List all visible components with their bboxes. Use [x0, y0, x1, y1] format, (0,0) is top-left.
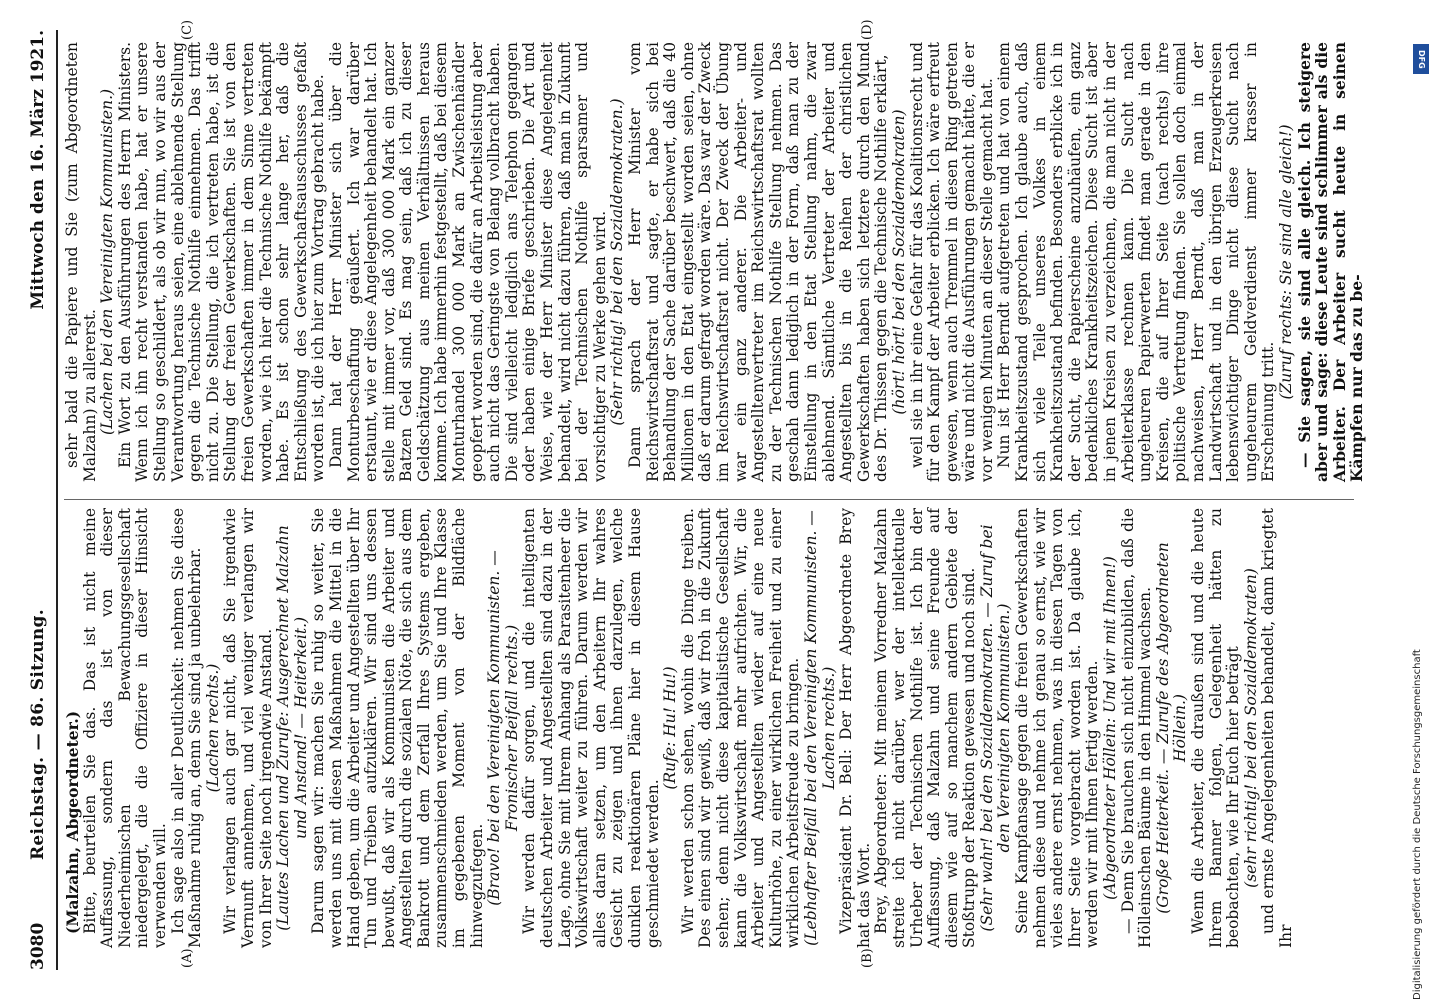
right-text-column [63, 42, 1367, 482]
paragraph: (Rufe: Hu! Hu!) [661, 666, 680, 790]
paragraph: Dann sprach der Herr Minister vom Reichswirtschaftsrat und sagte, er habe sich bei Behandlung der Sache darüber beschwert, daß die 40 Millionen in den Etat eingestellt worden seien, ohne daß er darum gefragt worden wäre. Das war der Zweck im Reichswirtschaftsrat nicht. Der Zweck der Übung war ein ganz anderer. Die Arbeiter- und Angestelltenvertreter im Reichswirtschaftsrat wollten zu der Technischen Nothilfe Stellung nehmen. Das geschah dann lediglich in der Form, daß man zu der Einstellung in den Etat Stellung nahm, die zwar ablehnend. Sämtliche Vertreter der Arbeiter und Angestellten bis in die Reihen der christlichen Gewerkschaften haben sich letztere durch den Mund des Dr. Thissen gegen die Technische Nothilfe erklärt, [626, 42, 891, 482]
paragraph: (sehr richtig! bei den Sozialdemokraten) [1241, 568, 1260, 888]
paragraph: (Lachen rechts.) [203, 663, 222, 793]
paragraph: (Malzahn, Abgeordneter.) [63, 710, 82, 934]
paragraph: und ernste Angelegenheiten behandelt, dann kriegtet Ihr [1259, 508, 1295, 948]
paragraph: Bitte, beurteilen Sie das. Das ist nicht meine Auffassung, sondern das ist von dieser Niederheimischen Bewachungsgesellschaft niedergelegt, die die Offiziere in dieser Hinsicht verwenden will. [80, 508, 169, 948]
paragraph: (Sehr wahr! bei den Sozialdemokraten. — Zuruf bei den Vereinigten Kommunisten.) [977, 524, 1014, 932]
paragraph: (Lebhafter Beifall bei den Vereinigten Kommunisten. — Lachen rechts.) [801, 510, 838, 946]
paragraph: (hört! hört! bei den Sozialdemokraten) [889, 109, 908, 415]
left-text-column [64, 508, 1354, 948]
page-header [28, 30, 54, 970]
margin-marker-d: (D) [860, 19, 875, 40]
dfg-logo: DFG [1413, 44, 1429, 74]
session-date: Mittwoch den 16. März 1921. [28, 30, 48, 310]
session-title: Reichstag. — 86. Sitzung. [28, 609, 48, 860]
paragraph: Wir werden schon sehen, wohin die Dinge treiben. Des einen sind wir gewiß, daß wir froh in die Zukunft sehen; denn nicht diese kapitalistische Gesellschaft kann die Volkswirtschaft mehr aufrichten. Wir, die Arbeiter und Angestellten wieder auf eine neue Kulturhöhe, zu einer wirklichen Freiheit und zu einer wirklichen Arbeitsfreude zu bringen. [678, 508, 803, 948]
paragraph: Dann hat der Herr Minister sich über die Monturbeschaffung geäußert. Ich war darüber erstaunt, wie er diese Angelegenheit behandelt hat. Ich stelle mit immer vor, daß 300 000 Mark ein ganzer Batzen Geld sind. Es mag sein, daß ich zu dieser Geldschätzung aus meinen Verhältnissen heraus komme. Ich habe immerhin festgestellt, daß bei diesem Monturhandel 300 000 Mark an Zwischenhändler geopfert worden sind, die dafür an Arbeitsleistung aber auch nicht das Geringste von Belang vollbracht haben. Die sind vielleicht lediglich ans Telephon gegangen oder haben einige Briefe geschrieben. Die Art und Weise, wie der Herr Minister diese Angelegenheit behandelt, wird nicht dazu führen, daß man in Zukunft bei der Technischen Nothilfe sparsamer und vorsichtiger zu Werke gehen wird. [326, 42, 609, 482]
digitization-credit: Digitalisierung gefördert durch die Deutsche Forschungsgemeinschaft [1412, 649, 1423, 1000]
paragraph: Seine Kampfansage gegen die freien Gewerkschaften nehmen diese und nehme ich genau so ernst, wie wir vieles andere ernst nehmen, was in diesen Tagen von Ihrer Seite vorgebracht worden ist. Da glaube ich, werden wir mit Ihnen fertig werden. [1013, 508, 1102, 948]
paragraph: Wir werden dafür sorgen, und die intelligenten deutschen Arbeiter und Angestellten sind dazu in der Lage, ohne Sie mit Ihrem Anhang als Parasitenheer die Volkswirtschaft weiter zu führen. Darum werden wir alles daran setzen, um den Arbeitern Ihr wahres Gesicht zu zeigen und ihnen darzulegen, welche dunklen reaktionären Pläne hier in diesem Hause geschmiedet werden. [520, 508, 662, 948]
paragraph: Wir verlangen auch gar nicht, daß Sie irgendwie Vernunft annehmen, und viel weniger verlangen wir von Ihrer Seite noch irgendwie Anstand. [221, 508, 275, 948]
paragraph: Ich sage also in aller Deutlichkeit: nehmen Sie diese Maßnahme ruhig an, denn Sie sind ja unbelehrbar. [168, 508, 205, 948]
paragraph: Vizepräsident Dr. Bell: Der Herr Abgeordnete Brey hat das Wort. [837, 508, 873, 948]
paragraph: Ein Wort zu den Ausführungen des Herrn Ministers. Wenn ich ihn recht verstanden habe, hat er unsere Stellung so geschildert, als ob wir nun, wo wir aus der Verantwortung heraus seien, eine ablehnende Stellung gegen die Technische Nothilfe einnehmen. Das trifft nicht zu. Die Stellung, die ich vertreten habe, ist die Stellung der freien Gewerkschaften. Sie ist von den freien Gewerkschaften immer in dem Sinne vertreten worden, wie ich hier die Technische Nothilfe bekämpft habe. Es ist schon sehr lange her, daß die Entschließung des Gewerkschaftsausschusses gefaßt worden ist, die ich hier zum Vortrag gebracht habe. [115, 42, 328, 482]
paragraph: Brey, Abgeordneter: Mit meinem Vorredner Malzahn streite ich nicht darüber, wer der intellektuelle Urheber der Technischen Nothilfe ist. Ich bin der Auffassung, daß Malzahn und seine Freunde auf diesem wie auf so manchem andern Gebiete der Stoßtrupp der Reaktion gewesen und noch sind. [872, 508, 979, 948]
paragraph: (Zuruf rechts: Sie sind alle gleich!) [1276, 124, 1295, 400]
column-divider [64, 499, 1354, 500]
paragraph: Nun ist Herr Berndt aufgetreten und hat von einem Krankheitszustand gesprochen. Ich glaube auch, daß sich viele Teile unseres Volkes in einem Krankheitszustand befinden. Besonders erblicke ich in der Sucht, die Papierscheine anzuhäufen, ein ganz bedenkliches Krankheitszeichen. Diese Sucht ist aber in jenen Kreisen zu verzeichnen, die man nicht in der Arbeiterklasse rechnen kann. Die Sucht nach ungeheuren Papierwerten findet man gerade in den Kreisen, die auf Ihrer Seite (nach rechts) ihre politische Vertretung finden. Sie sollen doch einmal nachweisen, Herr Berndt, daß man in der Landwirtschaft und in den übrigen Erzeugerkreisen lebenswichtiger Dinge nicht diese Sucht nach ungeheurem Geldverdienst immer krasser in Erscheinung tritt. [995, 42, 1278, 482]
paragraph: (Bravo! bei den Vereinigten Kommunisten. — Fronischer Beifall rechts.) [485, 550, 521, 906]
paragraph: — Sie sagen, sie sind alle gleich. Ich steigere aber und sage: diese Leute sind schlimmer als die Arbeiter. Der Arbeiter sucht heute in seinen Kämpfen nur das zu be- [1294, 42, 1367, 482]
paragraph: (Sehr richtig! bei den Sozialdemokraten.) [608, 98, 627, 426]
paragraph: Darum sagen wir: machen Sie ruhig so weiter, Sie werden uns mit diesen Maßnahmen die Mittel in die Hand geben, um die Arbeiter und Angestellten über Ihr Tun und Treiben aufzuklären. Wir sind uns dessen bewußt, daß wir als Kommunisten die Arbeiter und Angestellten durch die sozialen Nöte, die sich aus dem Bankrott und dem Zerfall Ihres Systems ergeben, zusammenschmieden werden, um Sie und Ihre Klasse im gegebenen Moment von der Bildfläche hinwegzufegen. [309, 508, 486, 948]
paragraph: (Lautes Lachen und Zurufe: Ausgerechnet Malzahn und Anstand! — Heiterkeit.) [274, 525, 310, 931]
paragraph: Wenn die Arbeiter, die draußen sind und die heute Ihrem Banner folgen, Gelegenheit hätten zu beobachten, wie Ihr Euch hier beträgt [1189, 508, 1243, 948]
paragraph: (Lachen bei den Vereinigten Kommunisten.) [98, 88, 117, 436]
margin-marker-a: (A) [180, 948, 195, 968]
margin-marker-b: (B) [860, 948, 875, 968]
paragraph: weil sie in ihr eine Gefahr für das Koalitionsrecht und für den Kampf der Arbeiter erblicken. Ich wäre erfreut gewesen, wenn auch Tremmel in diesen Ring getreten wäre und nicht die Ausführungen gemacht hätte, die er vor wenigen Minuten an dieser Stelle gemacht hat. [907, 42, 996, 482]
paragraph: (Große Heiterkeit. — Zurufe des Abgeordneten Höllein.) [1153, 542, 1190, 914]
margin-marker-c: (C) [180, 19, 195, 40]
header-rule [56, 30, 58, 970]
side-credit-strip [1412, 40, 1432, 1000]
page-number: 3080 [28, 922, 48, 970]
paragraph: — Denn Sie brauchen sich nicht einzubilden, daß die Hölleinschen Bäume in den Himmel wachsen. [1118, 508, 1155, 948]
paragraph: sehr bald die Papiere und Sie (zum Abgeordneten Malzahn) zu allererst. [63, 42, 99, 482]
paragraph: (Abgeordneter Höllein: Und wir mit Ihnen!) [1101, 556, 1120, 900]
